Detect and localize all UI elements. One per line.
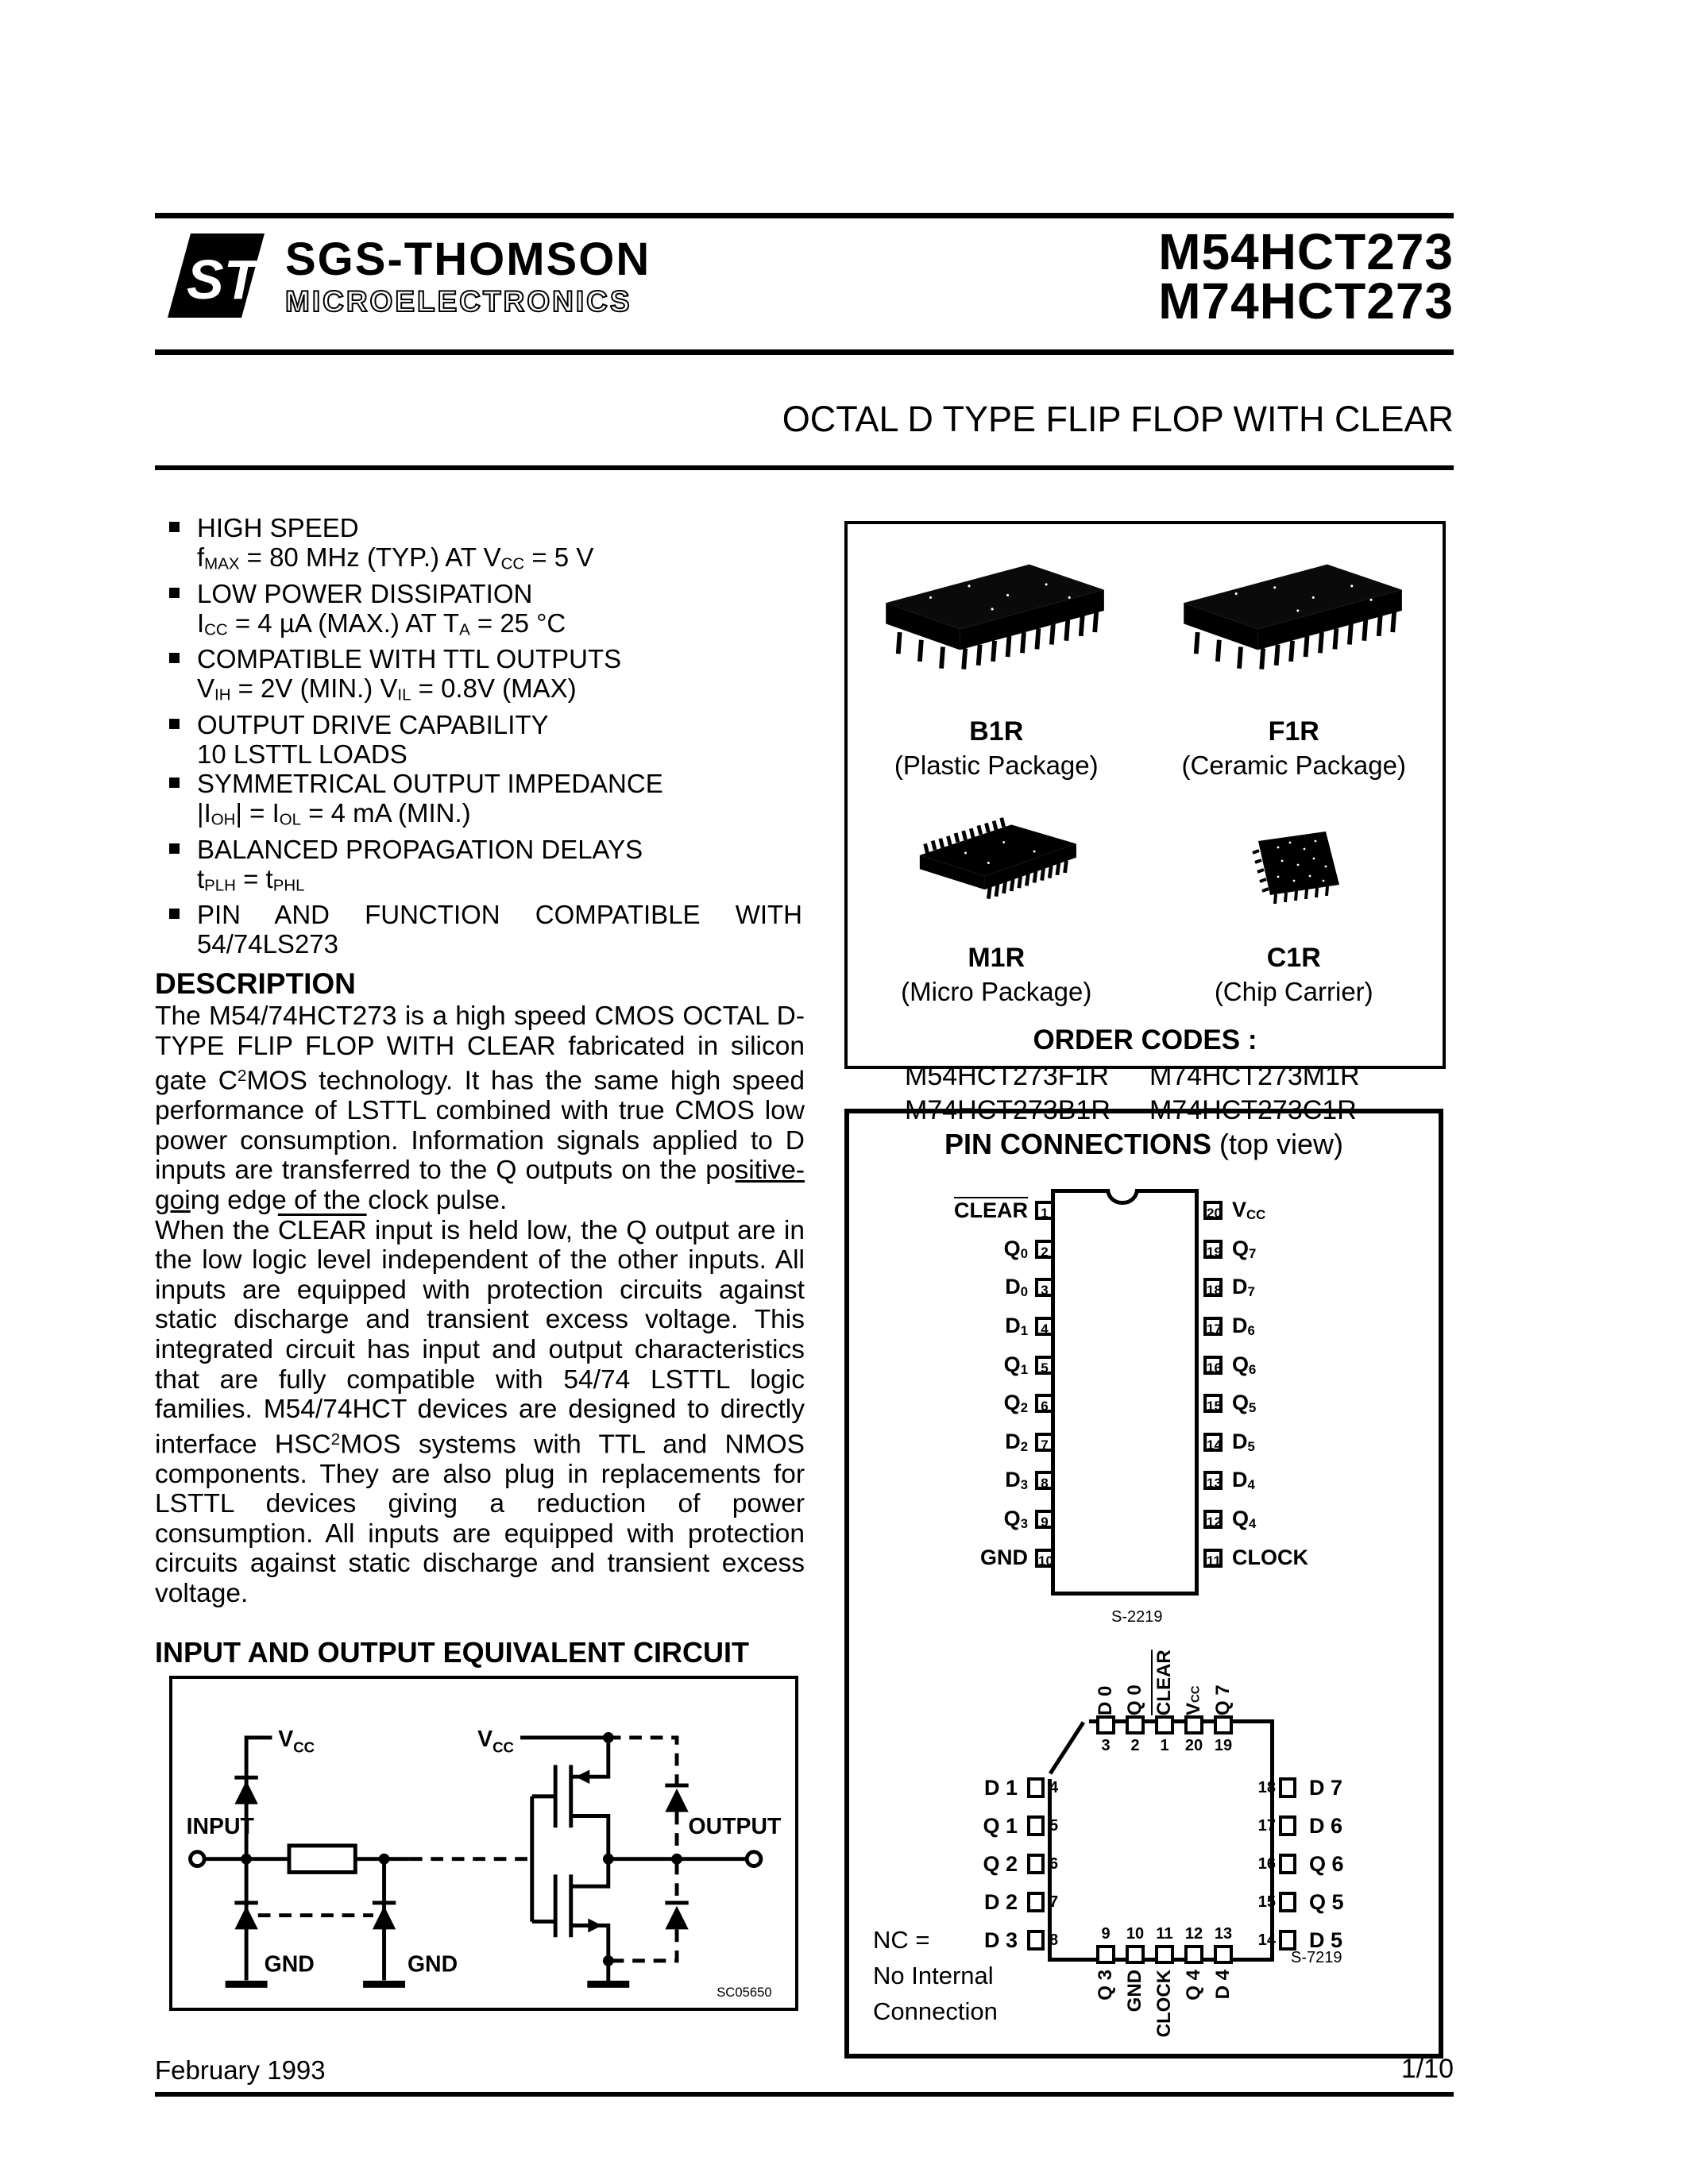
pin-row bbox=[876, 1230, 1054, 1269]
pin-row bbox=[876, 1191, 1054, 1230]
pin-row bbox=[1203, 1538, 1396, 1577]
pin-label: Q 0 bbox=[1124, 1684, 1145, 1715]
svg-text:ST: ST bbox=[187, 249, 258, 311]
feature-item bbox=[155, 835, 802, 901]
dip-right-pins bbox=[1203, 1191, 1396, 1577]
feature-detail: $V_{IH} = 2V$ (MIN.) $V_{IL} = 0.8V$ (MAX) bbox=[197, 673, 577, 705]
plcc-chamfer bbox=[1048, 1719, 1089, 1779]
pin-number: 5 bbox=[1035, 1356, 1054, 1375]
pin-label: D 3 bbox=[983, 1927, 1018, 1952]
pin-label: $V_{CC}$ bbox=[1232, 1198, 1266, 1223]
header-top-rule bbox=[155, 213, 1454, 218]
pin-number: 14 bbox=[1257, 1931, 1276, 1949]
feature-title: OUTPUT DRIVE CAPABILITY bbox=[197, 710, 549, 740]
pin-label: Q 7 bbox=[1212, 1684, 1234, 1715]
equivalent-circuit-figure bbox=[169, 1676, 798, 2011]
pin-label: $Q_5$ bbox=[1232, 1391, 1257, 1416]
pin-row bbox=[1203, 1345, 1396, 1384]
figure-code: S-2219 bbox=[1111, 1608, 1163, 1626]
pin-box bbox=[1214, 1715, 1233, 1734]
brand-name: SGS-THOMSON bbox=[285, 233, 651, 285]
pin-label: D 2 bbox=[983, 1889, 1018, 1914]
bullet-icon bbox=[169, 909, 180, 919]
header bbox=[155, 223, 1454, 348]
pin-number: 10 bbox=[1126, 1925, 1145, 1943]
package-f1r bbox=[1145, 551, 1443, 781]
order-code: M74HCT273M1R bbox=[1149, 1061, 1360, 1091]
pin-label: $Q_6$ bbox=[1232, 1352, 1257, 1377]
package-m1r bbox=[848, 808, 1145, 1007]
order-codes-heading: ORDER CODES : bbox=[1033, 1024, 1257, 1055]
pin-box bbox=[1155, 1715, 1174, 1734]
pin-row bbox=[1203, 1230, 1396, 1269]
plcc-bottom-pins bbox=[1093, 1925, 1236, 2037]
description-paragraph: The M54/74HCT273 is a high speed CMOS OCTAL D-TYPE FLIP FLOP WITH CLEAR fabricated in silicon gate $C^2MOS$ technology. It has the same high speed performance of LSTTL combined with true CMOS low power consumption. Information signals applied to D inputs are transferred to the Q outputs on the positive-going edge of the clock pulse. bbox=[155, 1001, 805, 1215]
pin-box bbox=[1126, 1715, 1145, 1734]
pin-label: D 4 bbox=[1212, 1970, 1234, 2000]
pin-number: 5 bbox=[1049, 1817, 1059, 1835]
feature-detail: $I_{CC} = 4$ µA (MAX.) AT $T_A = 25$ °C bbox=[197, 608, 566, 639]
part-number: M74HCT273 bbox=[1158, 272, 1454, 330]
package-code: B1R bbox=[969, 716, 1024, 747]
pin-number: 8 bbox=[1035, 1471, 1054, 1490]
pin-label: $Q_7$ bbox=[1232, 1236, 1257, 1261]
bullet-icon bbox=[169, 522, 180, 532]
bullet-icon bbox=[169, 719, 180, 729]
circuit-diagram bbox=[172, 1679, 795, 2008]
pin-label: $Q_4$ bbox=[1232, 1507, 1257, 1532]
pin-row bbox=[1252, 1812, 1344, 1839]
pin-row bbox=[900, 1850, 1058, 1877]
pin-cell bbox=[1211, 1628, 1236, 1754]
pin-number: 9 bbox=[1101, 1925, 1111, 1943]
pin-connections-panel bbox=[844, 1109, 1443, 2059]
packages-panel bbox=[844, 521, 1446, 1125]
title-rule bbox=[155, 465, 1454, 470]
pin-cell bbox=[1122, 1628, 1148, 1754]
feature-detail: $f_{MAX} = 80$ MHz (TYP.) AT $V_{CC} = 5$ V bbox=[197, 542, 594, 573]
pin-number: 13 bbox=[1214, 1925, 1233, 1943]
pin-row bbox=[1203, 1500, 1396, 1539]
nc-note bbox=[873, 1922, 998, 2029]
feature-title: LOW POWER DISSIPATION bbox=[197, 578, 533, 608]
feature-detail: 54/74LS273 bbox=[197, 929, 339, 959]
package-name: (Micro Package) bbox=[901, 977, 1092, 1006]
description-text bbox=[155, 1001, 805, 1609]
pin-label: CLEAR bbox=[954, 1198, 1028, 1222]
feature-item bbox=[155, 710, 802, 769]
pin-label: GND bbox=[980, 1545, 1028, 1570]
pin-row bbox=[876, 1345, 1054, 1384]
svg-text:VCC: $V_{CC}$ bbox=[278, 1726, 315, 1756]
feature-item bbox=[155, 579, 802, 645]
feature-detail: $|I_{OH}| = I_{OL} = 4$ mA (MIN.) bbox=[197, 798, 471, 829]
pin-label: $D_0$ bbox=[1005, 1275, 1028, 1300]
pin-box bbox=[1155, 1945, 1174, 1964]
pin-row bbox=[1203, 1423, 1396, 1462]
pin-number: 8 bbox=[1049, 1931, 1059, 1949]
pin-label: D 0 bbox=[1095, 1685, 1116, 1715]
pin-label: $Q_0$ bbox=[1003, 1236, 1028, 1261]
soic-package-image bbox=[897, 813, 1095, 913]
pin-box bbox=[1096, 1715, 1115, 1734]
pin-row bbox=[900, 1812, 1058, 1839]
package-code: C1R bbox=[1266, 943, 1321, 973]
description-paragraph: When the CLEAR input is held low, the Q output are in the low logic level independent of the other inputs. All inputs are equipped with protection circuits against static discharge and transient excess voltage. This integrated circuit has input and output characteristics that are fully compatible with 54/74 LSTTL logic families. M54/74HCT devices are designed to directly interface HSC$^2$MOS systems with TTL and NMOS components. They are also plug in replacements for LSTTL devices giving a reduction of power consumption. All inputs are equipped with protection circuits against static discharge and transient excess voltage. bbox=[155, 1215, 805, 1609]
pin-label: $Q_2$ bbox=[1003, 1391, 1028, 1416]
pin-box bbox=[1027, 1815, 1045, 1836]
package-name: (Ceramic Package) bbox=[1181, 751, 1406, 780]
pin-number: 1 bbox=[1160, 1737, 1169, 1754]
plcc-top-pins bbox=[1093, 1628, 1236, 1754]
pin-label: $D_2$ bbox=[1005, 1429, 1028, 1454]
pin-row bbox=[1203, 1461, 1396, 1500]
pin-box bbox=[1279, 1930, 1296, 1951]
packages-grid bbox=[848, 551, 1443, 1007]
pin-row bbox=[1203, 1191, 1396, 1230]
pin-number: 17 bbox=[1203, 1317, 1223, 1336]
page-title: OCTAL D TYPE FLIP FLOP WITH CLEAR bbox=[782, 399, 1454, 439]
pin-number: 2 bbox=[1035, 1240, 1054, 1259]
pin-cell bbox=[1122, 1925, 1148, 2037]
pin-label: Q 2 bbox=[983, 1851, 1018, 1876]
pin-label: $D_4$ bbox=[1232, 1468, 1255, 1493]
feature-title: BALANCED PROPAGATION DELAYS bbox=[197, 834, 643, 864]
pin-number: 12 bbox=[1184, 1925, 1203, 1943]
circuit-output-label: OUTPUT bbox=[688, 1814, 782, 1840]
feature-item bbox=[155, 644, 802, 710]
pin-number: 11 bbox=[1156, 1925, 1173, 1943]
pin-box bbox=[1184, 1945, 1203, 1964]
brand-block bbox=[285, 233, 651, 318]
pin-box bbox=[1027, 1930, 1045, 1951]
pin-box bbox=[1214, 1945, 1233, 1964]
pin-label: $Q_3$ bbox=[1003, 1507, 1028, 1532]
feature-item bbox=[155, 513, 802, 579]
pin-cell bbox=[1093, 1925, 1118, 2037]
pin-number: 15 bbox=[1257, 1893, 1276, 1911]
nc-note-line: NC = bbox=[873, 1926, 930, 1954]
pin-number: 18 bbox=[1257, 1779, 1276, 1796]
footer-rule bbox=[155, 2092, 1454, 2097]
pin-number: 19 bbox=[1203, 1240, 1223, 1259]
pin-label: Q 1 bbox=[983, 1813, 1018, 1838]
pin-number: 3 bbox=[1035, 1278, 1054, 1297]
nc-note-line: No Internal bbox=[873, 1962, 994, 1989]
plcc-pinout-diagram bbox=[849, 1604, 1439, 2054]
footer-page-number: 1/10 bbox=[1400, 2054, 1454, 2084]
pin-number: 15 bbox=[1203, 1394, 1223, 1413]
bullet-icon bbox=[169, 778, 180, 788]
pin-number: 11 bbox=[1203, 1549, 1223, 1568]
pin-row bbox=[876, 1461, 1054, 1500]
package-code: M1R bbox=[968, 943, 1026, 973]
pin-box bbox=[1027, 1892, 1045, 1912]
circuit-gnd-label: GND bbox=[407, 1951, 458, 1978]
feature-item bbox=[155, 900, 802, 959]
pin-row bbox=[876, 1538, 1054, 1577]
pin-row bbox=[1203, 1268, 1396, 1307]
pin-label: D 6 bbox=[1309, 1813, 1343, 1838]
circuit-gnd-label: GND bbox=[264, 1951, 315, 1978]
pin-row bbox=[876, 1500, 1054, 1539]
bullet-icon bbox=[169, 653, 180, 663]
nc-note-line: Connection bbox=[873, 1997, 998, 2025]
pin-label: Q 6 bbox=[1309, 1851, 1344, 1876]
svg-text:VCC: $V_{CC}$ bbox=[477, 1726, 514, 1756]
pin-row bbox=[876, 1307, 1054, 1346]
figure-code: S-7219 bbox=[1291, 1949, 1342, 1966]
pin-row bbox=[1203, 1384, 1396, 1423]
feature-item bbox=[155, 769, 802, 835]
pin-number: 9 bbox=[1035, 1510, 1054, 1529]
pin-label: D 1 bbox=[983, 1775, 1018, 1800]
pin-cell bbox=[1181, 1925, 1207, 2037]
dip-body bbox=[1051, 1189, 1199, 1596]
dip-left-pins bbox=[876, 1191, 1054, 1577]
pin-label: CLEAR bbox=[1153, 1650, 1175, 1715]
pin-box bbox=[1279, 1777, 1296, 1798]
pin-number: 12 bbox=[1203, 1510, 1223, 1529]
pin-number: 4 bbox=[1049, 1779, 1059, 1796]
features-list bbox=[155, 513, 802, 959]
pin-number: 4 bbox=[1035, 1317, 1054, 1336]
pin-box bbox=[1096, 1945, 1115, 1964]
pin-number: 16 bbox=[1257, 1855, 1276, 1873]
pin-label: $D_6$ bbox=[1232, 1314, 1255, 1339]
pin-row bbox=[1252, 1774, 1344, 1801]
pin-number: 20 bbox=[1203, 1201, 1223, 1220]
bullet-icon bbox=[169, 843, 180, 854]
description-heading: DESCRIPTION bbox=[155, 967, 356, 1000]
pin-cell bbox=[1181, 1628, 1207, 1754]
feature-title: HIGH SPEED bbox=[197, 513, 359, 542]
pin-number: 3 bbox=[1101, 1737, 1111, 1754]
order-code: M74HCT273C1R bbox=[1149, 1095, 1357, 1125]
pin-number: 18 bbox=[1203, 1278, 1223, 1297]
pin-row bbox=[876, 1268, 1054, 1307]
pin-box bbox=[1279, 1854, 1296, 1874]
package-code: F1R bbox=[1268, 716, 1319, 747]
figure-code: SC05650 bbox=[717, 1985, 772, 2001]
logo-block bbox=[168, 233, 651, 318]
pin-label: $D_1$ bbox=[1005, 1314, 1028, 1339]
pin-cell bbox=[1211, 1925, 1236, 2037]
part-numbers bbox=[1158, 223, 1454, 330]
pin-box bbox=[1027, 1777, 1045, 1798]
pin-number: 20 bbox=[1184, 1737, 1203, 1754]
feature-detail: 10 LSTTL LOADS bbox=[197, 739, 408, 770]
pin-label: Q 5 bbox=[1309, 1889, 1344, 1914]
feature-title: SYMMETRICAL OUTPUT IMPEDANCE bbox=[197, 769, 663, 799]
bullet-icon bbox=[169, 588, 180, 598]
pin-number: 17 bbox=[1257, 1817, 1276, 1835]
pin-label: $D_3$ bbox=[1005, 1468, 1028, 1493]
pin-label: GND bbox=[1124, 1970, 1145, 2012]
chip-carrier-image bbox=[1234, 817, 1354, 913]
pin-label: D 5 bbox=[1309, 1927, 1343, 1952]
pin-box bbox=[1184, 1715, 1203, 1734]
feature-detail: $t_{PLH} = t_{PHL}$ bbox=[197, 863, 305, 895]
dip-package-image bbox=[873, 555, 1119, 686]
pin-row bbox=[1252, 1889, 1344, 1916]
pin-box bbox=[1126, 1945, 1145, 1964]
order-code: M74HCT273B1R bbox=[905, 1095, 1111, 1125]
order-code: M54HCT273F1R bbox=[905, 1061, 1109, 1091]
pin-cell bbox=[1093, 1628, 1118, 1754]
dip-pinout-diagram bbox=[876, 1169, 1385, 1634]
pin-number: 16 bbox=[1203, 1356, 1223, 1375]
package-c1r bbox=[1145, 808, 1443, 1007]
pin-row bbox=[900, 1889, 1058, 1916]
plcc-right-pins bbox=[1252, 1774, 1344, 1954]
header-bottom-rule bbox=[155, 349, 1454, 355]
pin-number: 19 bbox=[1214, 1737, 1233, 1754]
pin-number: 6 bbox=[1049, 1855, 1059, 1873]
feature-title: COMPATIBLE WITH TTL OUTPUTS bbox=[197, 644, 622, 674]
pin-label: Q 4 bbox=[1183, 1970, 1204, 2001]
pin-label: $D_7$ bbox=[1232, 1275, 1255, 1300]
pin-box bbox=[1279, 1815, 1296, 1836]
dip-notch bbox=[1106, 1189, 1139, 1205]
pin-label: CLOCK bbox=[1153, 1970, 1175, 2038]
pin-label: CLOCK bbox=[1232, 1545, 1308, 1570]
pin-label: $Q_1$ bbox=[1003, 1352, 1028, 1377]
package-name: (Chip Carrier) bbox=[1214, 977, 1373, 1006]
pin-number: 10 bbox=[1035, 1549, 1054, 1568]
pin-number: 6 bbox=[1035, 1394, 1054, 1413]
pin-label: D 7 bbox=[1309, 1775, 1343, 1800]
pin-connections-heading: PIN CONNECTIONS (top view) bbox=[944, 1128, 1344, 1160]
pin-number: 2 bbox=[1130, 1737, 1140, 1754]
pin-number: 1 bbox=[1035, 1201, 1054, 1220]
st-logo-icon bbox=[168, 233, 265, 318]
circuit-input-label: INPUT bbox=[186, 1814, 254, 1840]
equivalent-circuit-heading: INPUT AND OUTPUT EQUIVALENT CIRCUIT bbox=[155, 1636, 749, 1669]
pin-number: 14 bbox=[1203, 1433, 1223, 1452]
footer-date: February 1993 bbox=[155, 2055, 326, 2085]
pin-row bbox=[1252, 1850, 1344, 1877]
part-number: M54HCT273 bbox=[1158, 223, 1454, 280]
feature-title: PIN AND FUNCTION COMPATIBLE WITH bbox=[197, 900, 802, 930]
pin-number: 7 bbox=[1049, 1893, 1059, 1911]
pin-cell bbox=[1152, 1925, 1177, 2037]
pin-label: $V_{CC}$ bbox=[1183, 1685, 1204, 1715]
pin-label: Q 3 bbox=[1095, 1970, 1116, 2001]
pin-label: $D_5$ bbox=[1232, 1429, 1255, 1454]
dip-package-image bbox=[1171, 555, 1417, 686]
pin-row bbox=[876, 1423, 1054, 1462]
pin-box bbox=[1279, 1892, 1296, 1912]
pin-cell bbox=[1152, 1628, 1177, 1754]
pin-box bbox=[1027, 1854, 1045, 1874]
brand-subtitle: MICROELECTRONICS bbox=[285, 285, 632, 318]
package-name: (Plastic Package) bbox=[894, 751, 1099, 780]
pin-row bbox=[1203, 1307, 1396, 1346]
pin-row bbox=[876, 1384, 1054, 1423]
pin-row bbox=[900, 1774, 1058, 1801]
package-b1r bbox=[848, 551, 1145, 781]
pin-number: 7 bbox=[1035, 1433, 1054, 1452]
pin-number: 13 bbox=[1203, 1471, 1223, 1490]
